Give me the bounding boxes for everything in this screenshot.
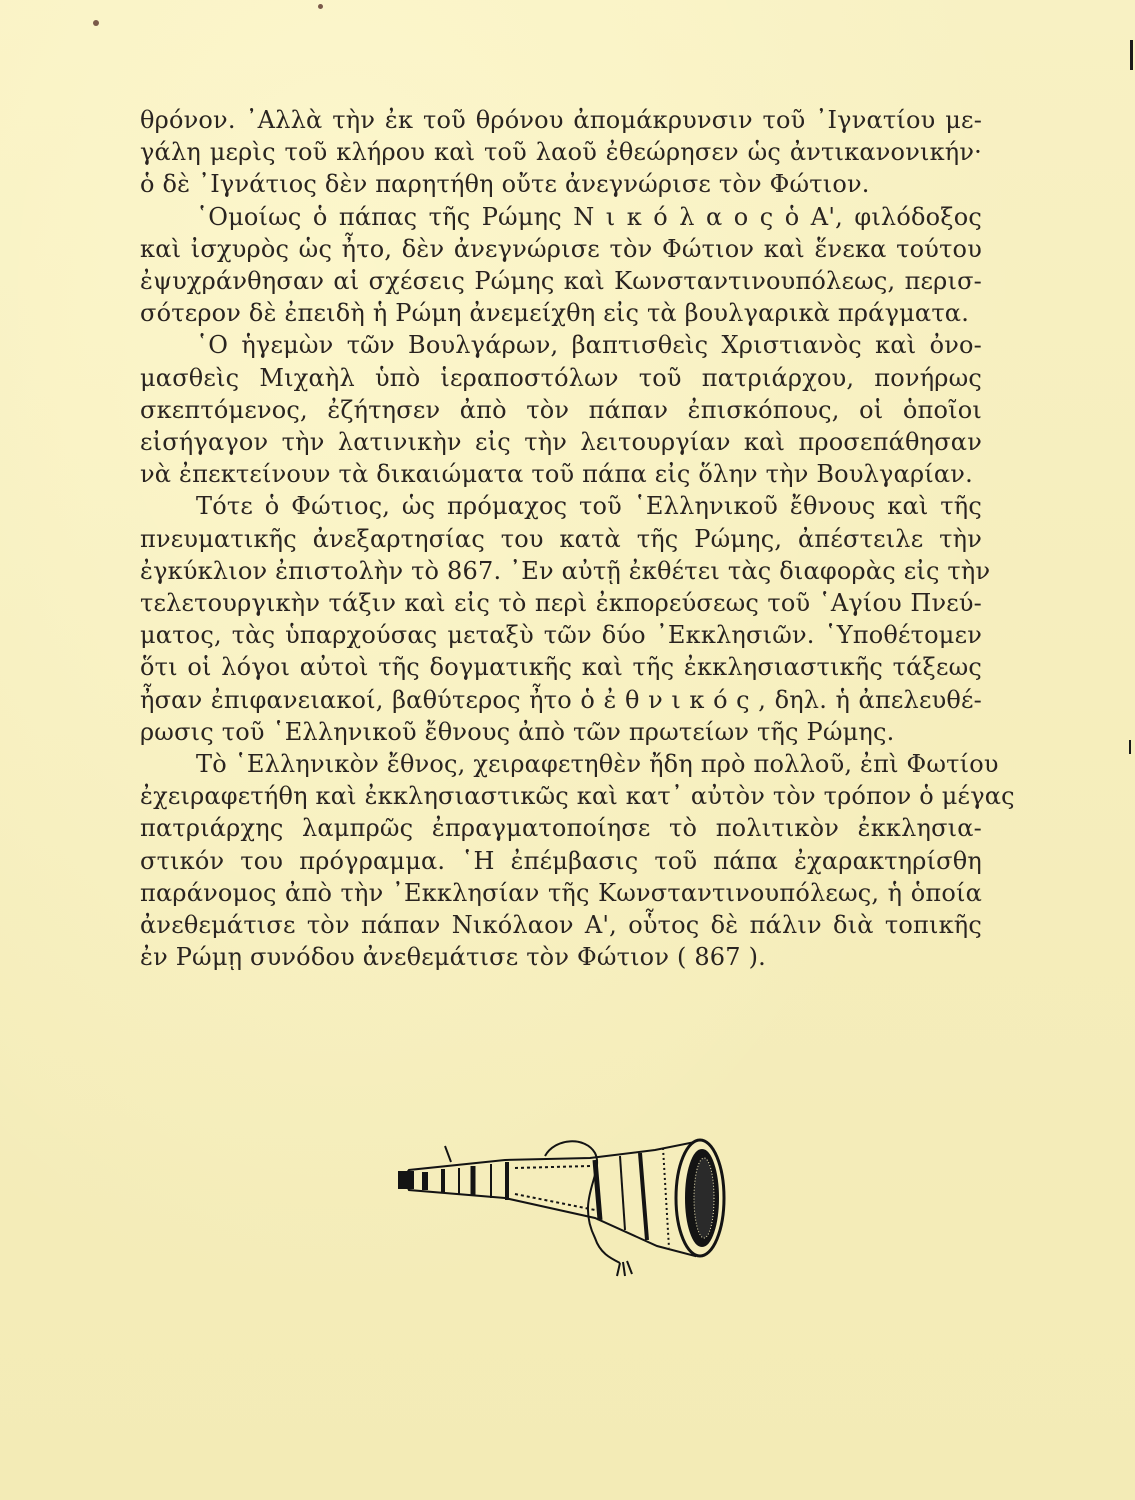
text-line: γάλη μερὶς τοῦ κλήρου καὶ τοῦ λαοῦ ἐθεώρησεν ὡς ἀντικανονικήν·: [140, 138, 982, 167]
text-line: πνευματικῆς ἀνεξαρτησίας του κατὰ τῆς Ρώμης, ἀπέστειλε τὴν: [140, 524, 982, 553]
paragraph: [140, 490, 991, 748]
text-line: μασθεὶς Μιχαὴλ ὑπὸ ἱεραποστόλων τοῦ πατριάρχου, πονήρως: [140, 363, 982, 392]
body-text: [140, 104, 1015, 973]
paragraph: [140, 104, 982, 201]
text-line: ἐψυχράνθησαν αἱ σχέσεις Ρώμης καὶ Κωνσταντινουπόλεως, περισ-: [140, 267, 982, 296]
trumpet-horn-icon: [395, 1128, 740, 1278]
page-edge-mark: [1129, 740, 1131, 754]
text-line: σότερον δὲ ἐπειδὴ ἡ Ρώμη ἀνεμείχθη εἰς τὰ βουλγαρικὰ πράγματα.: [140, 299, 970, 328]
paragraph: [140, 329, 982, 490]
text-line: ῾Ο ἡγεμὼν τῶν Βουλγάρων, βαπτισθεὶς Χριστιανὸς καὶ ὀνο-: [196, 331, 982, 360]
text-line: παράνομος ἀπὸ τὴν ᾿Εκκλησίαν τῆς Κωνσταντινουπόλεως, ἡ ὁποία: [140, 878, 982, 907]
text-line: ἦσαν ἐπιφανειακοί, βαθύτερος ἦτο ὁ ἐ θ ν ι κ ό ς , δηλ. ἡ ἀπελευθέ-: [140, 685, 982, 714]
text-line: ὅτι οἱ λόγοι αὐτοὶ τῆς δογματικῆς καὶ τῆς ἐκκλησιαστικῆς τάξεως: [140, 653, 982, 682]
text-line: πατριάρχης λαμπρῶς ἐπραγματοποίησε τὸ πολιτικὸν ἐκκλησια-: [140, 814, 982, 843]
text-line: ἀνεθεμάτισε τὸν πάπαν Νικόλαον Α', οὗτος δὲ πάλιν διὰ τοπικῆς: [140, 911, 982, 940]
text-line: Τότε ὁ Φώτιος, ὡς πρόμαχος τοῦ ῾Ελληνικοῦ ἔθνους καὶ τῆς: [196, 492, 982, 521]
paragraph: [140, 748, 1015, 973]
text-line: ἐχειραφετήθη καὶ ἐκκλησιαστικῶς καὶ κατ᾿ αὐτὸν τὸν τρόπον ὁ μέγας: [140, 782, 1015, 811]
text-line: ῾Ομοίως ὁ πάπας τῆς Ρώμης Ν ι κ ό λ α ο ς ὁ Α', φιλόδοξος: [196, 202, 982, 231]
text-line: σκεπτόμενος, ἐζήτησεν ἀπὸ τὸν πάπαν ἐπισκόπους, οἱ ὁποῖοι: [140, 395, 982, 424]
paragraph: [140, 201, 982, 330]
text-line: ἐγκύκλιον ἐπιστολὴν τὸ 867. ᾿Εν αὐτῇ ἐκθέτει τὰς διαφορὰς εἰς τὴν: [140, 556, 991, 585]
text-line: Τὸ ῾Ελληνικὸν ἔθνος, χειραφετηθὲν ἤδη πρὸ πολλοῦ, ἐπὶ Φωτίου: [196, 750, 999, 779]
ink-spot: [93, 20, 99, 26]
ink-spot: [318, 4, 323, 9]
text-line: νὰ ἐπεκτείνουν τὰ δικαιώματα τοῦ πάπα εἰς ὅλην τὴν Βουλγαρίαν.: [140, 460, 973, 489]
text-line: στικόν του πρόγραμμα. ῾Η ἐπέμβασις τοῦ πάπα ἐχαρακτηρίσθη: [140, 846, 982, 875]
page-edge-mark: [1130, 40, 1133, 70]
text-line: τελετουργικὴν τάξιν καὶ εἰς τὸ περὶ ἐκπορεύσεως τοῦ ῾Αγίου Πνεύ-: [140, 589, 982, 618]
text-line: ρωσις τοῦ ῾Ελληνικοῦ ἔθνους ἀπὸ τῶν πρωτείων τῆς Ρώμης.: [140, 717, 895, 746]
text-line: καὶ ἰσχυρὸς ὡς ἦτο, δὲν ἀνεγνώρισε τὸν Φώτιον καὶ ἕνεκα τούτου: [140, 234, 982, 263]
text-line: θρόνον. ᾿Αλλὰ τὴν ἐκ τοῦ θρόνου ἀπομάκρυνσιν τοῦ ᾿Ιγνατίου με-: [140, 106, 982, 134]
text-line: ἐν Ρώμῃ συνόδου ἀνεθεμάτισε τὸν Φώτιον ( 867 ).: [140, 943, 766, 972]
text-line: ματος, τὰς ὑπαρχούσας μεταξὺ τῶν δύο ᾿Εκκλησιῶν. ῾Υποθέτομεν: [140, 621, 982, 650]
text-line: ὁ δὲ ᾿Ιγνάτιος δὲν παρητήθη οὔτε ἀνεγνώρισε τὸν Φώτιον.: [140, 170, 870, 199]
text-line: εἰσήγαγον τὴν λατινικὴν εἰς τὴν λειτουργίαν καὶ προσεπάθησαν: [140, 428, 982, 457]
